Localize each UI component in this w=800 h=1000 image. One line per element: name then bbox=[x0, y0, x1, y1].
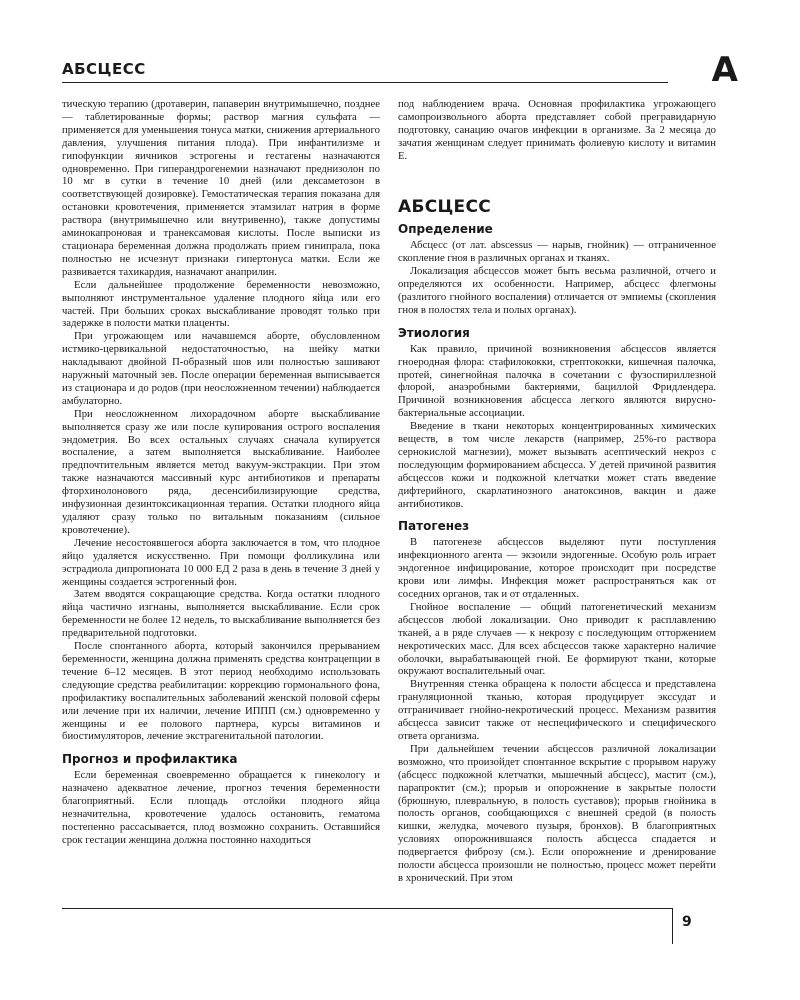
page-number: 9 bbox=[682, 914, 692, 930]
paragraph: При дальнейшем течении абсцессов различной локализации возможно, что произойдет спонтанное вскрытие с прорывом наружу (абсцесс подкожной клетчатки, мышечный абсцесс), мастит (см.), парапроктит (см.); прорыв и опорожнение в закрытые полости (брюшную, плевральную, в полость суставов); прорыв гнойника в полость органов, сообщающихся с внешней средой (в полость кишки, желудка, мочевого пузыря, бронхов). В благоприятных условиях опорожнившаяся полость абсцесса спадается и подвергается фиброзу (см.). Если опорожнение и дренирование полости абсцесса произошли не полностью, процесс может перейти в хронический. При этом bbox=[398, 742, 716, 884]
right-column bbox=[398, 98, 716, 885]
article-title: АБСЦЕСС bbox=[398, 196, 492, 217]
paragraph: Лечение несостоявшегося аборта заключается в том, что плодное яйцо удаляется искусственно. При помощи фолликулина или эстрадиола дипропионата 10 000 ЕД 2 раза в день в течение 3 дней у женщины создается эстрогенный фон. bbox=[62, 536, 380, 588]
paragraph: Введение в ткани некоторых концентрированных химических веществ, в том числе лекарств (например, 25%-го раствора сернокислой магнезии), может вызывать асептический некроз с последующим формированием абсцесса. У детей причиной развития абсцессов кожи и подкожной клетчатки может стать введение дифтерийного, скарлатинозного анатоксинов, вакцин и даже антибиотиков. bbox=[398, 420, 716, 510]
paragraph: При неосложненном лихорадочном аборте выскабливание выполняется сразу же или после купирования острого воспаления эндометрия. Во всех остальных случаях сначала купируется воспаление, а затем выполняется выскабливание. Наиболее предпочтительным является метод вакуум-экстракции. При этом также назначаются массивный курс антибиотиков и препараты фторхинолонового ряда, десенсибилизирующие средства, инфузионная дезинтоксикационная терапия. Остатки плодного яйца удаляют сразу только по витальным показаниям (сильное кровотечение). bbox=[62, 407, 380, 536]
paragraph: Если беременная своевременно обращается к гинекологу и назначено адекватное лечение, прогноз течения беременности благоприятный. Если площадь отслойки плодного яйца незначительна, кровотечение удалось остановить, гематома постепенно рассасывается, плод возможно сохранить. Оставшийся срок гестации женщина должна постоянно находиться bbox=[62, 769, 380, 846]
paragraph: После спонтанного аборта, который закончился прерыванием беременности, женщина должна применять средства контрацепции в течение 6–12 месяцев. В этот период необходимо использовать следующие средства реабилитации: коррекцию гормонального фона, профилактику воспалительных заболеваний женской половой сферы или лечение при их наличии, лечение ИППП (см.) одновременно у женщины и ее полового партнера, курсы витаминов и биостимуляторов, лечение экстрагенитальной патологии. bbox=[62, 640, 380, 743]
paragraph: Абсцесс (от лат. abscessus — нарыв, гнойник) — отграниченное скопление гноя в различных органах и тканях. bbox=[398, 239, 716, 265]
section-heading-pathogenesis: Патогенез bbox=[398, 519, 470, 534]
footer-divider bbox=[672, 908, 673, 944]
paragraph: Затем вводятся сокращающие средства. Когда остатки плодного яйца частично изгнаны, выполняется выскабливание. Если срок беременности не более 12 недель, то выскабливание выполняется без предварительной подготовки. bbox=[62, 588, 380, 640]
paragraph: При угрожающем или начавшемся аборте, обусловленном истмико-цервикальной недостаточностью, на шейку матки накладывают двойной П-образный шов или полностью зашивают наружный маточный зев. После операции беременная выписывается из стационара и до родов (при неосложненном течении) наблюдается амбулаторно. bbox=[62, 330, 380, 407]
paragraph: тическую терапию (дротаверин, папаверин внутримышечно, позднее — таблетированные формы; раствор магния сульфата — применяется для уменьшения тонуса матки, снижения артериального давления, улучшения питания плода). При инфантилизме и гипофункции яичников эстрогены и гестагены назначаются одновременно. При гиперандрогенемии назначают преднизолон по 10 мг в сутки в течение 10 дней (или дексаметозон в соответствующей дозировке). Гемостатическая терапия показана для остановки кровотечения, применяется этамзилат натрия в форме раствора (внутримышечно или внутривенно), также допустимы аминокапроновая и транексамовая кислоты. После выписки из стационара беременная должна продолжать прием гинипрала, пока полностью не исчезнут признаки гипертонуса матки. Если же развивается тахикардия, назначают анаприлин. bbox=[62, 98, 380, 278]
paragraph: Гнойное воспаление — общий патогенетический механизм абсцессов любой локализации. Оно приводит к расплавлению тканей, а в ряде случаев — к некрозу с последующим отторжением некротических масс. Для всех абсцессов также характерно наличие оболочки, вырабатывающей гной. Ее формируют ткани, которые окружают воспалительный очаг. bbox=[398, 600, 716, 678]
paragraph: под наблюдением врача. Основная профилактика угрожающего самопроизвольного аборта представляет собой прегравидарную подготовку, санацию очагов инфекции в организме. За 2 месяца до зачатия женщинам следует принимать фолиевую кислоту и витамин Е. bbox=[398, 98, 716, 162]
header-rule bbox=[62, 82, 668, 83]
section-heading-definition: Определение bbox=[398, 222, 493, 237]
running-header-title: АБСЦЕСС bbox=[62, 60, 146, 78]
section-heading-prognosis: Прогноз и профилактика bbox=[62, 752, 238, 767]
paragraph: В патогенезе абсцессов выделяют пути поступления инфекционного агента — экзоили эндогенные. Особую роль играет эндогенное инфицирование, которое происходит при посредстве крови или лимфы. Инфекция может распространяться как от соседних органов, так и от отдаленных. bbox=[398, 536, 716, 600]
running-header bbox=[62, 50, 738, 90]
paragraph: Локализация абсцессов может быть весьма различной, отчего и определяются их особенности. Например, абсцесс флегмоны (разлитого гнойного воспаления) отличается от эмпиемы (скопления гноя в полостях тела и полых органах). bbox=[398, 265, 716, 316]
paragraph: Если дальнейшее продолжение беременности невозможно, выполняют инструментальное удаление плодного яйца или его частей. При больших сроках выскабливание проводят только при задержке в полости матки плаценты. bbox=[62, 278, 380, 330]
footer-rule bbox=[62, 908, 672, 909]
section-heading-etiology: Этиология bbox=[398, 325, 470, 340]
left-column bbox=[62, 98, 380, 847]
section-letter: А bbox=[711, 50, 738, 90]
paragraph: Внутренняя стенка обращена к полости абсцесса и представлена грануляционной тканью, которая продуцирует экссудат и отграничивает гнойно-некротический процесс. Механизм развития абсцесса зависит также от неспецифического и специфического ответа организма. bbox=[398, 678, 716, 742]
paragraph: Как правило, причиной возникновения абсцессов является гноеродная флора: стафилококки, стрептококки, кишечная палочка, протей, синегнойная палочка в сочетании с фузоспириллезной флорой, анаэробными бактериями, бациллой Фридлендера. Причиной возникновения абсцесса легкого являются вирусно-бактериальные ассоциации. bbox=[398, 342, 716, 420]
